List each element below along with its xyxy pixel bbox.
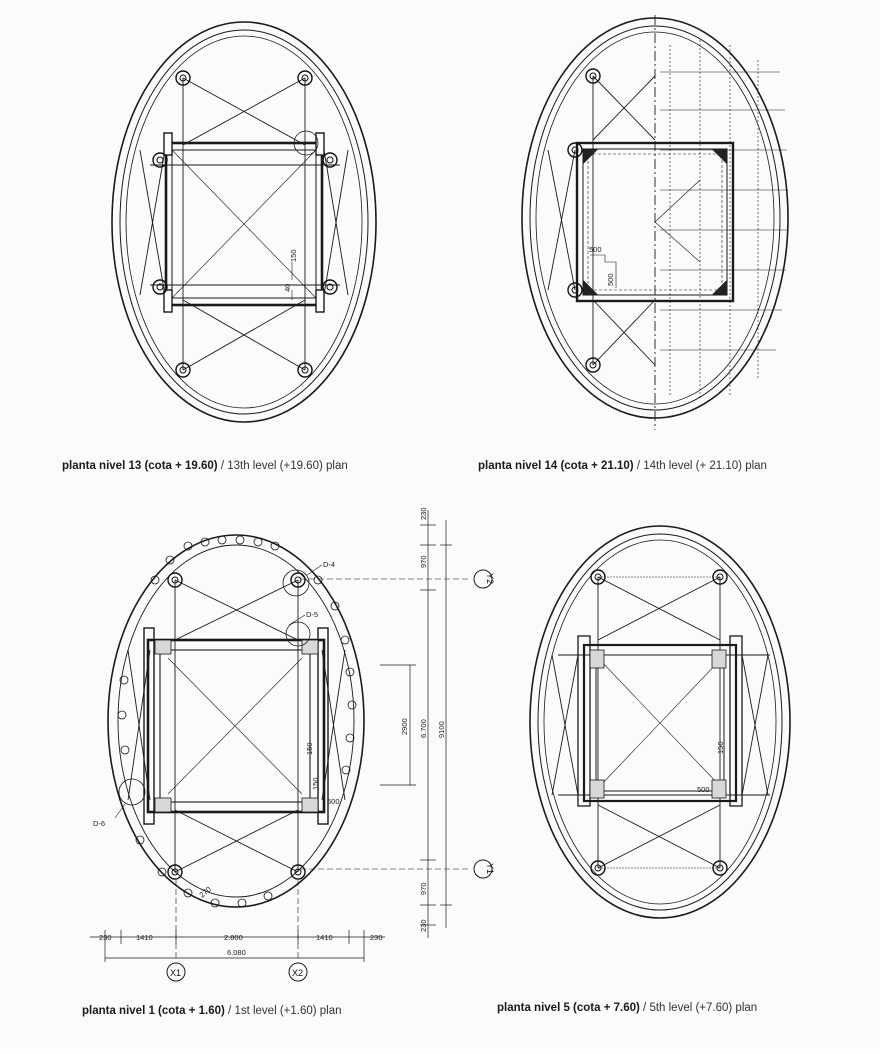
plan1-dim-6700: 6.700 bbox=[419, 719, 428, 738]
plan1-dim-150b: 150 bbox=[311, 777, 320, 790]
plan14-dim-500b: 500 bbox=[606, 273, 615, 286]
plan1-dim-2800: 2.800 bbox=[224, 933, 243, 942]
caption-plan-5-es: planta nivel 5 (cota + 7.60) bbox=[497, 1002, 640, 1014]
plan1-dim-v970a: 970 bbox=[419, 555, 428, 568]
plan14-dim-500: 500 bbox=[589, 245, 602, 254]
caption-plan-14-es: planta nivel 14 (cota + 21.10) bbox=[478, 460, 634, 472]
plan1-dim-230a: 230 bbox=[99, 933, 112, 942]
grid-label-y1: Y1 bbox=[485, 863, 495, 875]
plan5-dim-500: 500 bbox=[697, 785, 710, 794]
caption-plan-13 bbox=[62, 460, 348, 472]
plan-14 bbox=[522, 15, 788, 430]
plan1-dim-2900: 2900 bbox=[400, 718, 409, 735]
grid-label-y2: Y2 bbox=[485, 573, 495, 585]
plan5-dim-150: 150 bbox=[716, 741, 725, 754]
plan13-dim-40: 40 bbox=[283, 283, 292, 292]
plan1-dim-1410b: 1410 bbox=[316, 933, 333, 942]
caption-plan-13-es: planta nivel 13 (cota + 19.60) bbox=[62, 460, 218, 472]
plan-5 bbox=[530, 526, 790, 918]
plan1-dim-v230b: 230 bbox=[419, 919, 428, 932]
caption-plan-5-en: / 5th level (+7.60) plan bbox=[639, 1002, 758, 1014]
plan1-detail-d5: D-5 bbox=[306, 610, 319, 619]
plan1-detail-d6: D-6 bbox=[93, 819, 106, 828]
caption-plan-1 bbox=[82, 1005, 342, 1017]
plan-13 bbox=[112, 22, 376, 422]
caption-plan-14-en: / 14th level (+ 21.10) plan bbox=[633, 460, 767, 472]
plan1-dim-600: 600 bbox=[327, 797, 340, 806]
grid-label-x1: X1 bbox=[170, 968, 182, 978]
plan1-dim-9100: 9100 bbox=[437, 721, 446, 738]
plan1-dim-270: 270 bbox=[197, 884, 213, 900]
plan1-dim-150: 150 bbox=[305, 742, 314, 755]
caption-plan-1-en: / 1st level (+1.60) plan bbox=[224, 1005, 342, 1017]
plan1-dim-230b: 230 bbox=[370, 933, 383, 942]
plan-1 bbox=[90, 510, 492, 981]
caption-plan-5 bbox=[497, 1002, 757, 1014]
grid-label-x2: X2 bbox=[292, 968, 304, 978]
caption-plan-13-en: / 13th level (+19.60) plan bbox=[217, 460, 348, 472]
plan1-dim-v230a: 230 bbox=[419, 507, 428, 520]
caption-plan-14 bbox=[478, 460, 767, 472]
plan1-dim-total: 6.080 bbox=[227, 948, 246, 957]
plan1-detail-d4: D-4 bbox=[323, 560, 336, 569]
plan13-dim-150: 150 bbox=[289, 249, 298, 262]
plan1-dim-1410a: 1410 bbox=[136, 933, 153, 942]
plan1-dim-v970b: 970 bbox=[419, 882, 428, 895]
caption-plan-1-es: planta nivel 1 (cota + 1.60) bbox=[82, 1005, 225, 1017]
